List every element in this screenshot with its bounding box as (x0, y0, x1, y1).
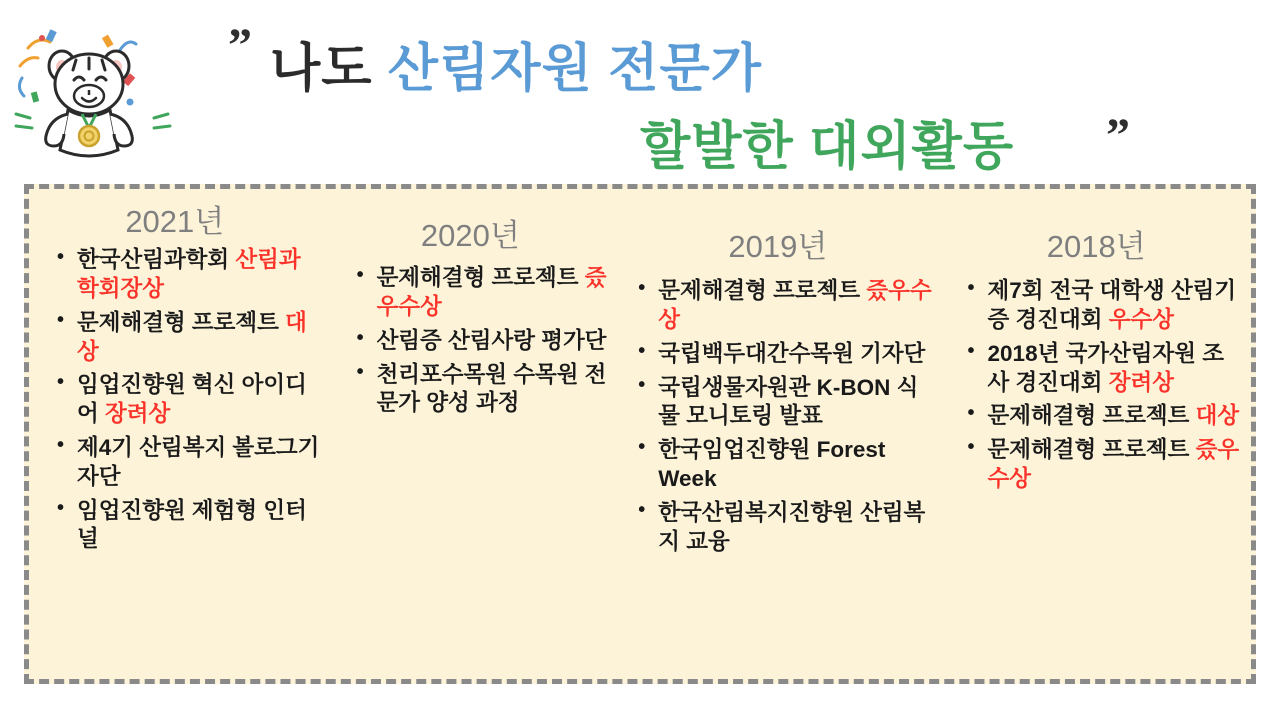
list-item (962, 277, 1245, 335)
item-text: 문제해결형 프로젝트 (376, 265, 585, 291)
item-text: 천리포수목원 수목원 전문가 양성 과정 (376, 361, 607, 416)
list-item (51, 309, 321, 367)
page-header (0, 0, 1280, 182)
list-item (632, 340, 935, 369)
title-accent-text: 산림자원 전문가 (387, 40, 762, 98)
year-column-2020 (327, 203, 615, 679)
list-item (51, 434, 321, 492)
open-quote-mark: ” (228, 19, 252, 72)
list-item (351, 361, 609, 419)
item-text: 한국임업진향원 Forest Week (658, 437, 886, 491)
item-highlight: 즜우수상 (987, 437, 1240, 491)
list-item (51, 371, 321, 429)
item-text: 문제해결형 프로젝트 (77, 309, 286, 335)
activity-list-2019 (620, 277, 935, 556)
year-columns (29, 189, 1251, 679)
item-highlight: 우수상 (1108, 306, 1174, 332)
year-heading: 2019년 (728, 229, 828, 264)
activity-list-2020 (333, 264, 609, 418)
item-text: 2018년 국가산림자원 조사 경진대회 (987, 340, 1224, 395)
item-text: 한국산림과학회 (77, 247, 236, 273)
list-item (632, 277, 935, 335)
item-highlight: 즜우수상 (376, 265, 607, 319)
item-text: 제4기 산림복지 볼로그기자단 (77, 434, 320, 489)
item-highlight: 대상 (77, 309, 307, 364)
list-item (962, 340, 1245, 398)
list-item (632, 499, 935, 557)
item-highlight: 대상 (1195, 403, 1240, 429)
list-item (962, 402, 1245, 431)
title-line-1 (270, 26, 762, 101)
year-heading: 2021년 (125, 204, 225, 239)
item-text: 제7회 전국 대학생 산림기증 경진대회 (987, 278, 1237, 332)
title-plain-text: 나도 (270, 40, 373, 98)
tiger-mascot-icon (8, 14, 188, 174)
year-heading: 2020년 (420, 218, 520, 253)
list-item (51, 497, 321, 555)
close-quote-mark: ” (1106, 109, 1130, 162)
item-highlight: 산림과학회장상 (77, 247, 301, 301)
item-text: 임업진향원 혁신 아이디어 (77, 372, 307, 427)
item-highlight: 장려상 (1108, 369, 1174, 395)
activities-panel (24, 184, 1256, 684)
year-column-2018 (942, 203, 1251, 679)
item-text: 문제해결형 프로젝트 (987, 437, 1196, 463)
item-text: 임업진향원 제험형 인터널 (77, 497, 307, 552)
item-text: 한국산림복지진향원 산림복지 교융 (658, 499, 926, 554)
item-highlight: 장려상 (105, 401, 171, 427)
item-highlight: 즜우수상 (658, 278, 932, 332)
year-heading: 2018년 (1046, 229, 1146, 264)
list-item (962, 436, 1245, 494)
item-text: 문제해결형 프로젝트 (658, 278, 867, 304)
title-line-2 (640, 104, 1014, 179)
activity-list-2018 (948, 277, 1245, 494)
item-text: 문제해결형 프로젝트 (987, 403, 1196, 429)
year-column-2019 (614, 203, 941, 679)
list-item (351, 264, 609, 322)
item-text: 산림증 산림사랑 평가단 (376, 327, 607, 353)
list-item (632, 374, 935, 432)
list-item (632, 436, 935, 494)
title-accent-text-2: 할발한 대외활동 (640, 118, 1015, 176)
item-text: 국립백두대간수목원 기자단 (658, 340, 926, 366)
year-column-2021 (29, 203, 327, 679)
list-item (51, 246, 321, 304)
item-text: 국립생물자원관 K-BON 식물 모니토링 발표 (658, 374, 919, 429)
list-item (351, 327, 609, 356)
activity-list-2021 (35, 246, 321, 554)
